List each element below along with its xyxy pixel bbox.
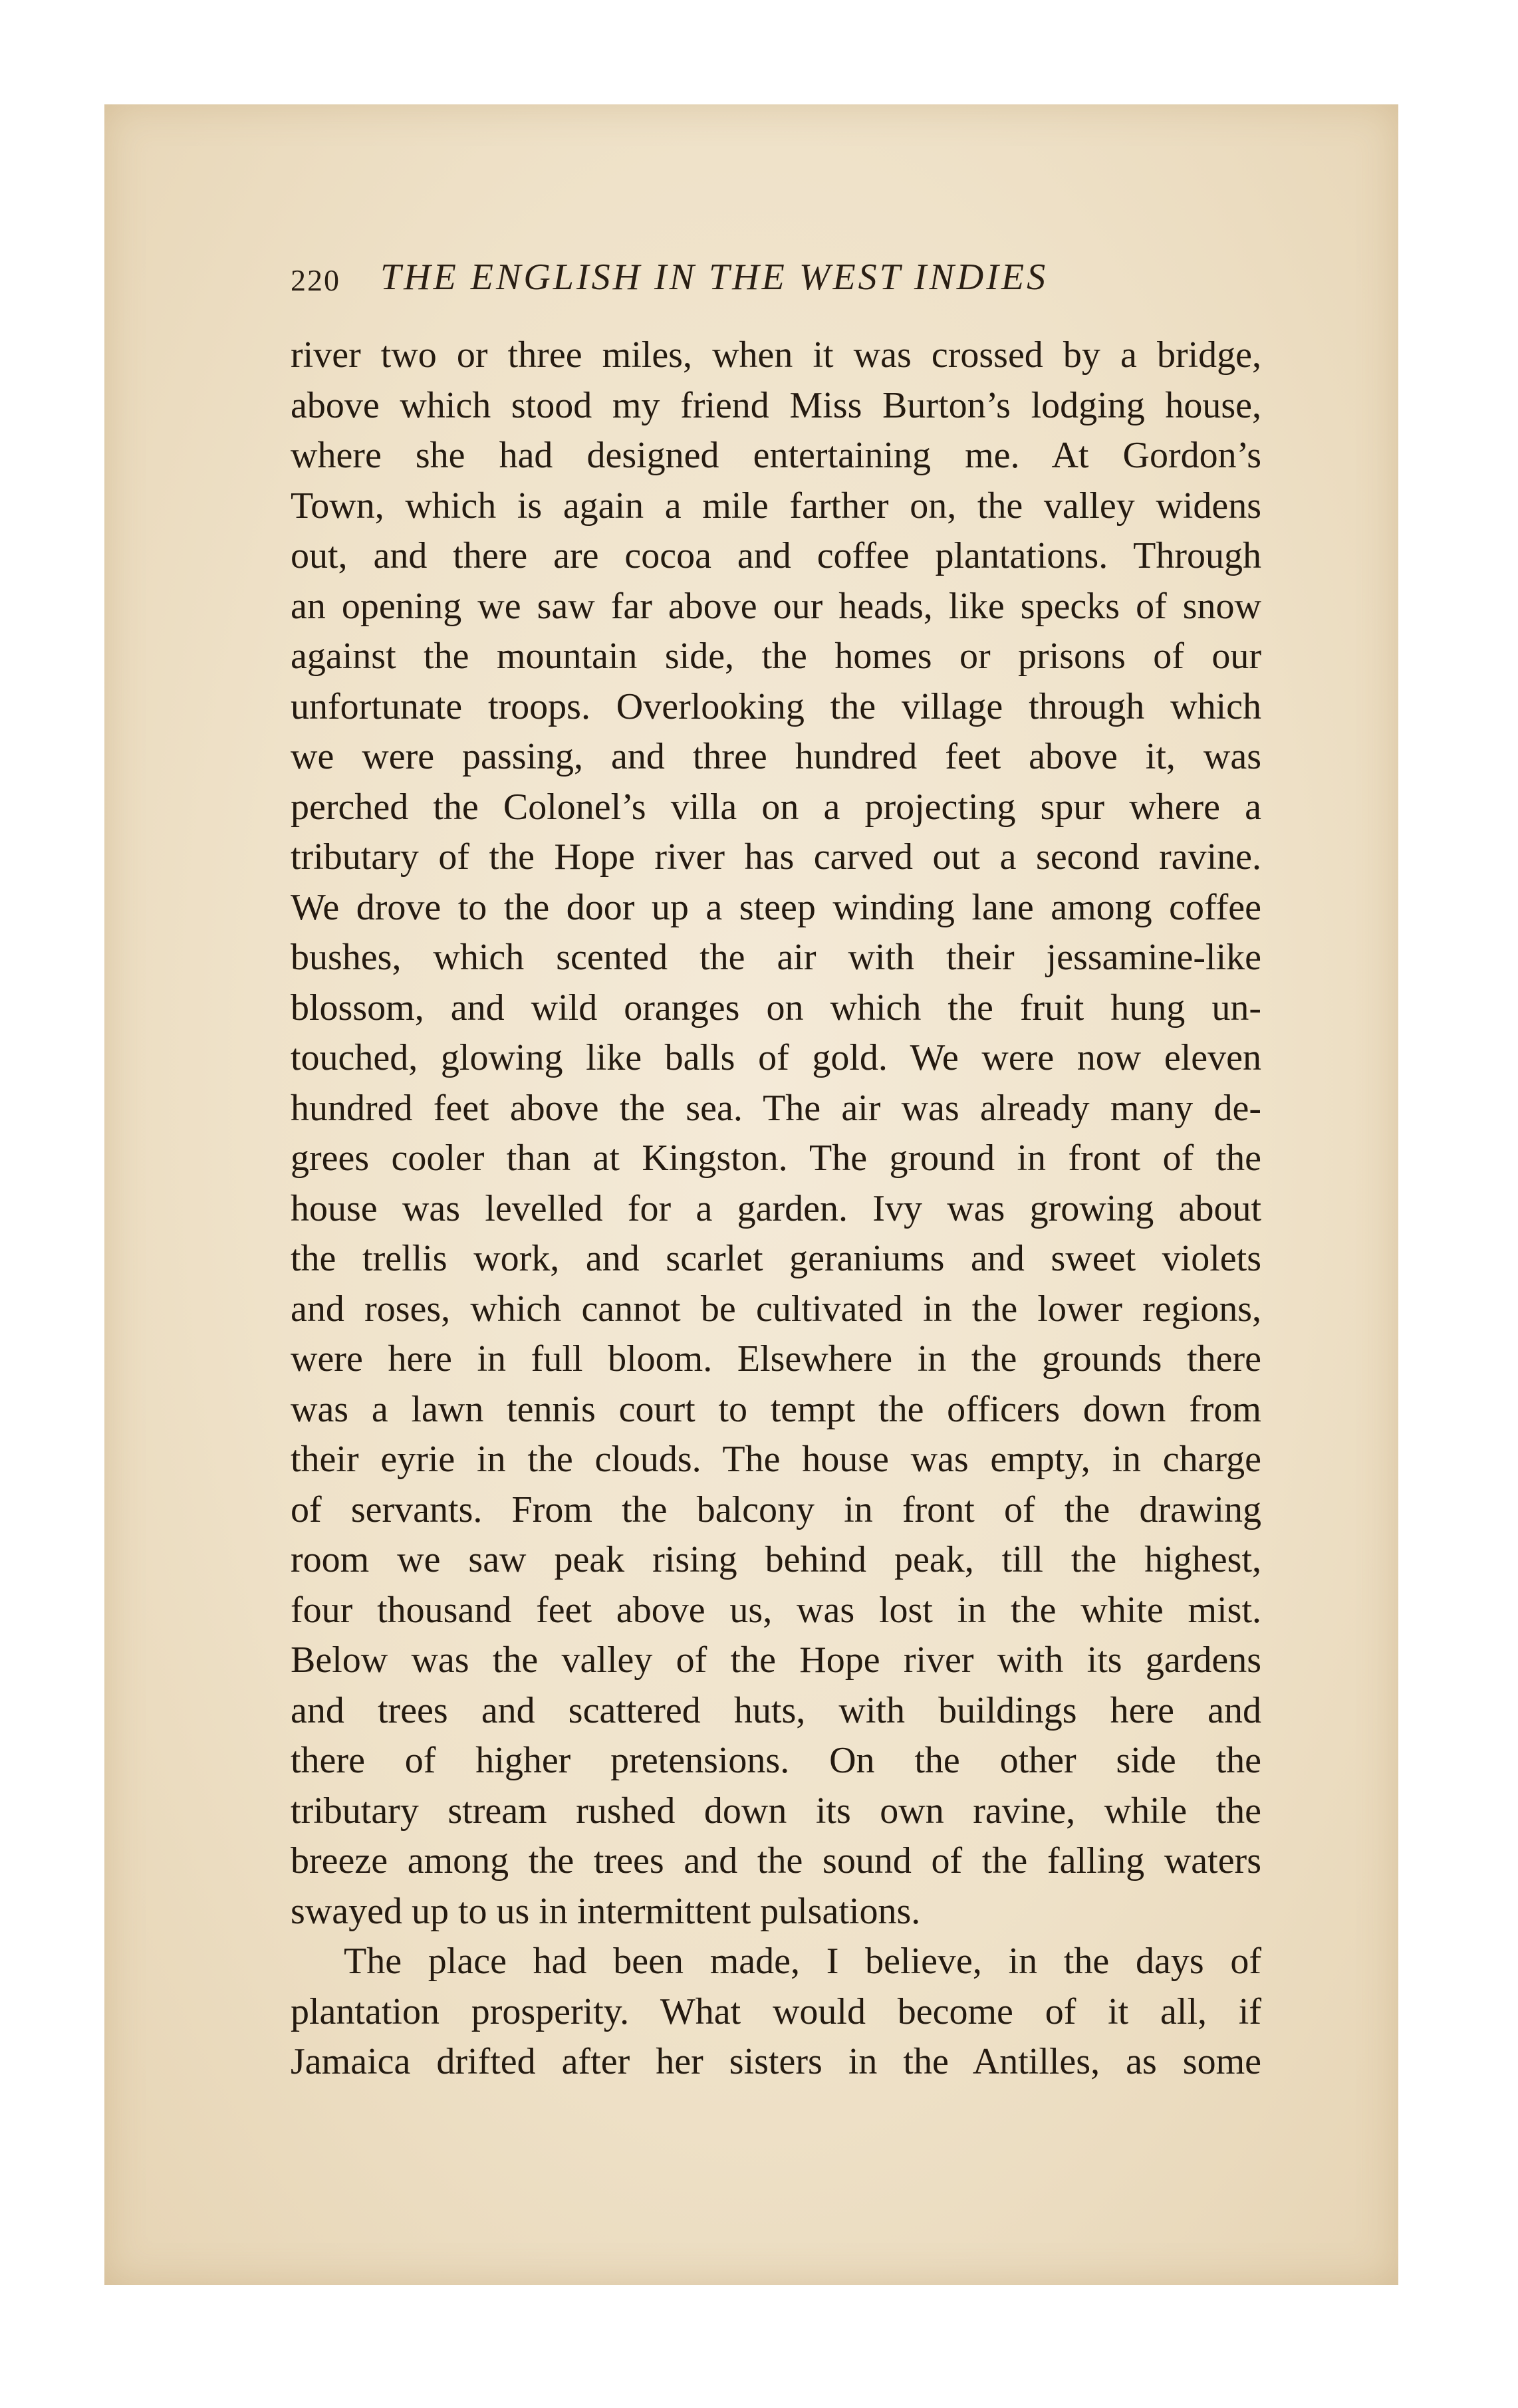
text-line: we were passing, and three hundred feet above it, was [291, 736, 1261, 777]
book-page [104, 104, 1398, 2285]
text-line: out, and there are cocoa and coffee plantations. Through [291, 535, 1261, 576]
text-line: river two or three miles, when it was crossed by a bridge, [291, 334, 1261, 376]
text-line: Below was the valley of the Hope river with its gardens [291, 1639, 1261, 1681]
text-line: We drove to the door up a steep winding lane among coffee [291, 886, 1261, 928]
text-line: hundred feet above the sea. The air was already many de- [291, 1087, 1261, 1129]
text-line: The place had been made, I believe, in the days of [344, 1941, 1261, 1982]
text-line: Jamaica drifted after her sisters in the Antilles, as some [291, 2041, 1261, 2082]
text-line: touched, glowing like balls of gold. We were now eleven [291, 1037, 1261, 1078]
running-head: THE ENGLISH IN THE WEST INDIES [380, 257, 1049, 298]
text-line: room we saw peak rising behind peak, till the highest, [291, 1539, 1261, 1580]
text-line: against the mountain side, the homes or prisons of our [291, 636, 1261, 677]
text-line: swayed up to us in intermittent pulsations. [291, 1890, 921, 1932]
text-line: tributary stream rushed down its own ravine, while the [291, 1790, 1261, 1832]
paragraph [291, 330, 1261, 1937]
page-header [291, 256, 1288, 309]
text-line: and trees and scattered huts, with buildings here and [291, 1689, 1261, 1731]
text-line: was a lawn tennis court to tempt the officers down from [291, 1388, 1261, 1430]
text-line: above which stood my friend Miss Burton’s lodging house, [291, 384, 1261, 426]
text-line: plantation prosperity. What would become of it all, if [291, 1990, 1261, 2032]
text-line: there of higher pretensions. On the other side the [291, 1740, 1261, 1781]
page-number: 220 [291, 263, 340, 297]
text-line: their eyrie in the clouds. The house was empty, in charge [291, 1439, 1261, 1480]
text-line: were here in full bloom. Elsewhere in the grounds there [291, 1338, 1261, 1380]
text-line: tributary of the Hope river has carved out a second ravine. [291, 836, 1261, 878]
text-line: Town, which is again a mile farther on, the valley widens [291, 485, 1261, 527]
text-line: grees cooler than at Kingston. The ground in front of the [291, 1138, 1261, 1179]
paragraph [291, 1937, 1261, 2088]
text-line: house was levelled for a garden. Ivy was growing about [291, 1187, 1261, 1229]
text-line: breeze among the trees and the sound of the falling waters [291, 1840, 1261, 1881]
text-line: unfortunate troops. Overlooking the village through which [291, 685, 1261, 727]
text-line: the trellis work, and scarlet geraniums and sweet violets [291, 1238, 1261, 1279]
text-line: four thousand feet above us, was lost in the white mist. [291, 1589, 1261, 1631]
text-line: perched the Colonel’s villa on a projecting spur where a [291, 786, 1261, 828]
text-line: bushes, which scented the air with their jessamine-like [291, 937, 1261, 978]
text-line: an opening we saw far above our heads, like specks of snow [291, 585, 1261, 627]
body-text [291, 330, 1261, 2088]
text-line: and roses, which cannot be cultivated in the lower regions, [291, 1288, 1261, 1330]
text-line: where she had designed entertaining me. At Gordon’s [291, 435, 1261, 476]
text-line: of servants. From the balcony in front of the drawing [291, 1489, 1261, 1530]
text-line: blossom, and wild oranges on which the fruit hung un- [291, 987, 1261, 1028]
